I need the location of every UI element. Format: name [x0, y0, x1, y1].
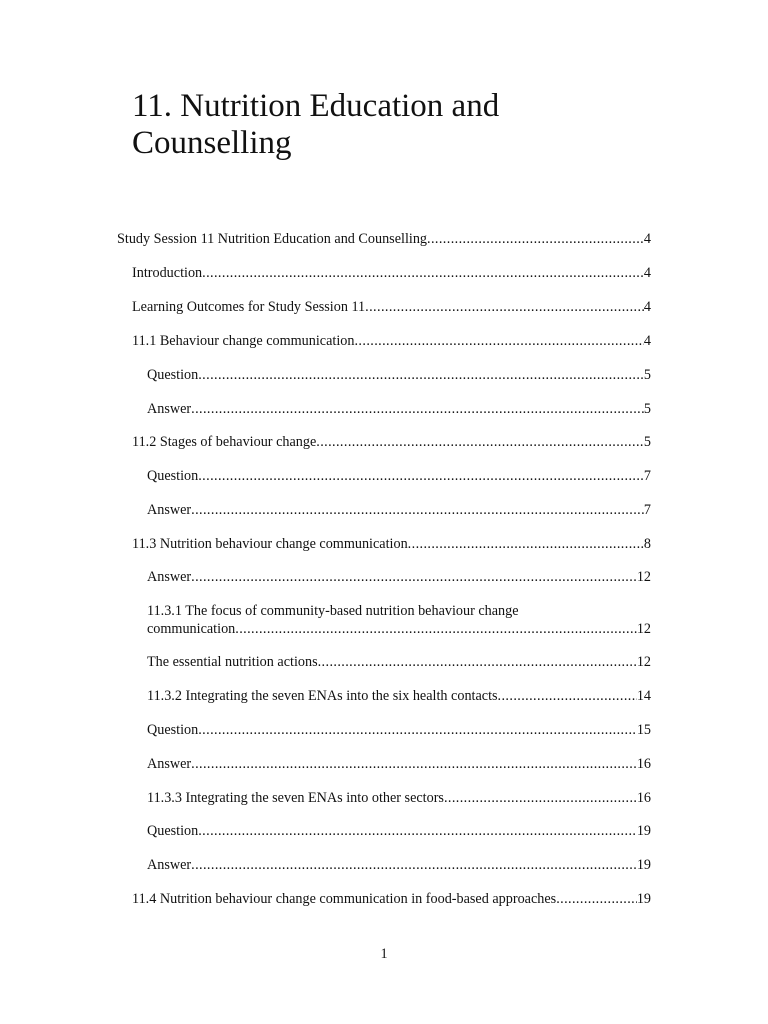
toc-entry-page: 5 — [643, 401, 651, 417]
dot-leader — [198, 468, 644, 485]
toc-entry-label: Introduction — [132, 265, 203, 281]
toc-entry-page: 16 — [636, 790, 651, 806]
dot-leader — [198, 823, 637, 840]
toc-entry-label: Answer — [147, 401, 192, 417]
toc-entry-page: 7 — [643, 502, 651, 518]
toc-entry-page: 4 — [643, 333, 651, 349]
toc-entry-page: 12 — [636, 654, 651, 670]
toc-entry-page: 12 — [636, 569, 651, 585]
toc-entry-label: 11.2 Stages of behaviour change — [132, 434, 317, 450]
toc-entry-page: 5 — [643, 434, 651, 450]
dot-leader — [556, 891, 637, 908]
dot-leader — [235, 621, 637, 638]
dot-leader — [202, 265, 644, 282]
toc-entry-page: 15 — [636, 722, 651, 738]
dot-leader — [318, 654, 637, 671]
toc-entry-label: Answer — [147, 502, 192, 518]
document-title: 11. Nutrition Education and Counselling — [132, 88, 500, 161]
toc-entry-11-1[interactable] — [132, 333, 651, 350]
toc-entry-page: 19 — [636, 857, 651, 873]
toc-entry-label: Answer — [147, 569, 192, 585]
dot-leader — [498, 688, 637, 705]
dot-leader — [427, 231, 644, 248]
toc-entry-line2 — [147, 621, 651, 638]
toc-entry-study-session[interactable] — [117, 231, 651, 248]
toc-entry-page: 4 — [643, 231, 651, 247]
toc-entry-question[interactable] — [147, 468, 651, 485]
toc-entry-page: 4 — [643, 265, 651, 281]
toc-entry-label: Study Session 11 Nutrition Education and Counselling — [117, 231, 428, 247]
toc-entry-answer[interactable] — [147, 502, 651, 519]
toc-entry-answer[interactable] — [147, 756, 651, 773]
toc-entry-label: Question — [147, 722, 199, 738]
toc-entry-introduction[interactable] — [132, 265, 651, 282]
toc-entry-page: 12 — [636, 621, 651, 637]
toc-entry-11-2[interactable] — [132, 434, 651, 451]
toc-entry-page: 19 — [636, 891, 651, 907]
toc-entry-page: 14 — [636, 688, 651, 704]
toc-entry-11-3[interactable] — [132, 536, 651, 553]
toc-entry-11-4[interactable] — [132, 891, 651, 908]
toc-entry-label: 11.3 Nutrition behaviour change communication — [132, 536, 408, 552]
toc-entry-answer[interactable] — [147, 401, 651, 418]
toc-entry-label: 11.3.2 Integrating the seven ENAs into the six health contacts — [147, 688, 498, 704]
toc-entry-label: Question — [147, 367, 199, 383]
toc-entry-label: Question — [147, 823, 199, 839]
toc-entry-answer[interactable] — [147, 857, 651, 874]
toc-entry-label: Question — [147, 468, 199, 484]
toc-entry-question[interactable] — [147, 823, 651, 840]
toc-entry-11-3-2[interactable] — [147, 688, 651, 705]
toc-entry-label: 11.1 Behaviour change communication — [132, 333, 355, 349]
toc-entry-page: 4 — [643, 299, 651, 315]
toc-entry-essential-nutrition-actions[interactable] — [147, 654, 651, 671]
dot-leader — [408, 536, 644, 553]
toc-entry-question[interactable] — [147, 722, 651, 739]
dot-leader — [191, 502, 644, 519]
toc-entry-label: 11.3.3 Integrating the seven ENAs into other sectors — [147, 790, 444, 806]
toc-entry-page: 8 — [643, 536, 651, 552]
toc-entry-page: 19 — [636, 823, 651, 839]
toc-entry-label: Answer — [147, 756, 192, 772]
page-number: 1 — [380, 946, 388, 962]
toc-entry-label: The essential nutrition actions — [147, 654, 318, 670]
toc-entry-label: Learning Outcomes for Study Session 11 — [132, 299, 366, 315]
toc-entry-label-line1: 11.3.1 The focus of community-based nutrition behaviour change — [147, 603, 519, 619]
toc-entry-page: 7 — [643, 468, 651, 484]
toc-entry-label-line2: communication — [147, 621, 236, 637]
dot-leader — [365, 299, 644, 316]
toc-entry-question[interactable] — [147, 367, 651, 384]
toc-entry-11-3-3[interactable] — [147, 790, 651, 807]
dot-leader — [191, 401, 644, 418]
toc-entry-page: 5 — [643, 367, 651, 383]
dot-leader — [198, 722, 637, 739]
toc-entry-learning-outcomes[interactable] — [132, 299, 651, 316]
dot-leader — [444, 790, 637, 807]
dot-leader — [191, 756, 637, 773]
dot-leader — [354, 333, 643, 350]
dot-leader — [198, 367, 644, 384]
dot-leader — [191, 569, 637, 586]
toc-entry-page: 16 — [636, 756, 651, 772]
dot-leader — [316, 434, 644, 451]
dot-leader — [191, 857, 637, 874]
toc-entry-label: 11.4 Nutrition behaviour change communication in food-based approaches — [132, 891, 557, 907]
toc-entry-answer[interactable] — [147, 569, 651, 586]
toc-entry-label: Answer — [147, 857, 192, 873]
